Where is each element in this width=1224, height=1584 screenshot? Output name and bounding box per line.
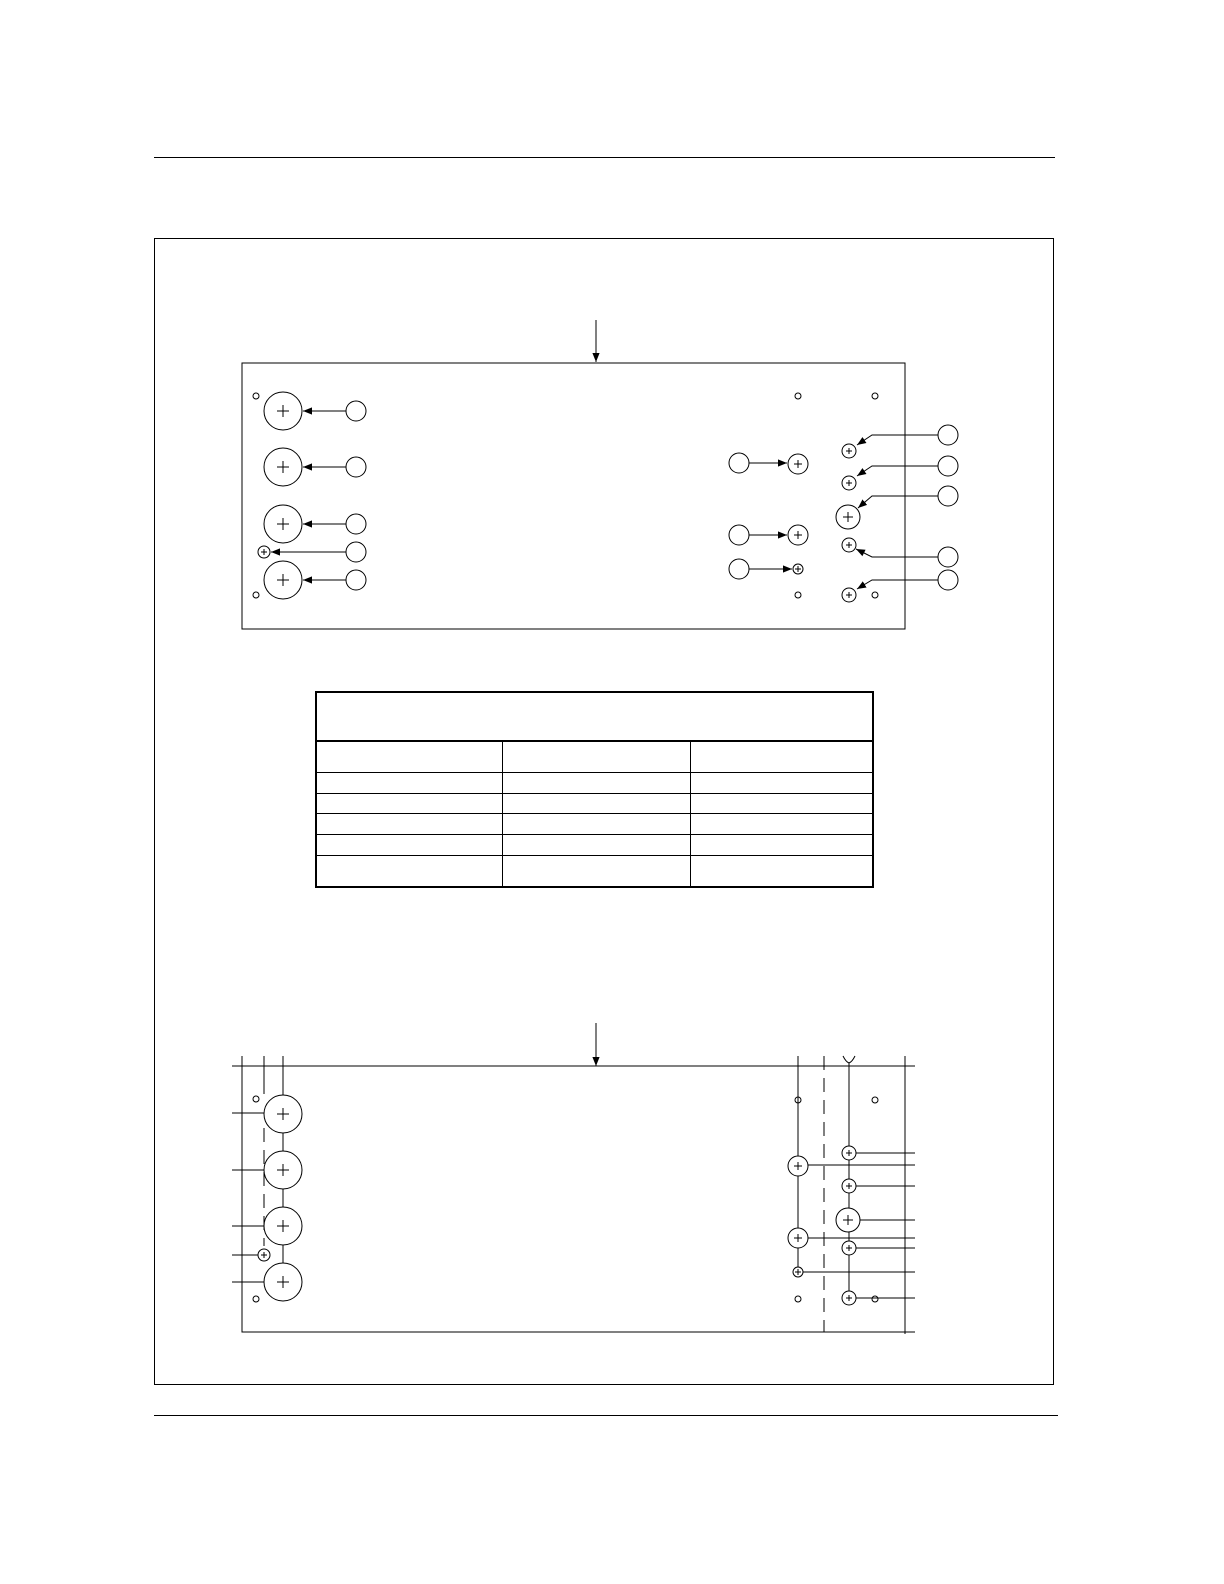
- table-cell: [316, 793, 503, 814]
- table-row: [316, 814, 873, 835]
- lower-dimension-lines: [232, 1056, 915, 1338]
- table-row: [316, 835, 873, 856]
- lower-extension-lines: [264, 1056, 855, 1298]
- lower-panel-view: [232, 1023, 915, 1338]
- table-cell: [503, 772, 691, 793]
- table-title: [316, 692, 873, 741]
- lower-left-connectors: [258, 1095, 302, 1301]
- table-cell: [316, 835, 503, 856]
- table-cell: [316, 814, 503, 835]
- lower-panel-outline: [242, 1066, 905, 1332]
- specification-table: [315, 691, 874, 888]
- table-cell: [691, 741, 874, 772]
- table-cell: [503, 814, 691, 835]
- table-cell: [691, 793, 874, 814]
- table-cell: [316, 856, 503, 887]
- table-title-row: [316, 692, 873, 741]
- table-row: [316, 772, 873, 793]
- table-cell: [691, 835, 874, 856]
- table-cell: [691, 814, 874, 835]
- upper-center-connectors: [788, 454, 808, 574]
- table-cell: [503, 741, 691, 772]
- table-cell: [316, 741, 503, 772]
- upper-panel-outline: [242, 363, 905, 629]
- table-cell: [503, 793, 691, 814]
- table-cell: [691, 772, 874, 793]
- upper-panel-view: [242, 320, 958, 629]
- upper-left-callouts: [271, 401, 366, 590]
- table-cell: [503, 856, 691, 887]
- upper-center-callouts: [729, 453, 792, 579]
- table-cell: [316, 772, 503, 793]
- upper-left-connectors: [258, 392, 302, 599]
- table-row: [316, 793, 873, 814]
- upper-right-connectors: [836, 444, 860, 602]
- table-row: [316, 741, 873, 772]
- table-cell: [503, 835, 691, 856]
- table-row: [316, 856, 873, 887]
- upper-right-callouts: [856, 425, 958, 590]
- table-cell: [691, 856, 874, 887]
